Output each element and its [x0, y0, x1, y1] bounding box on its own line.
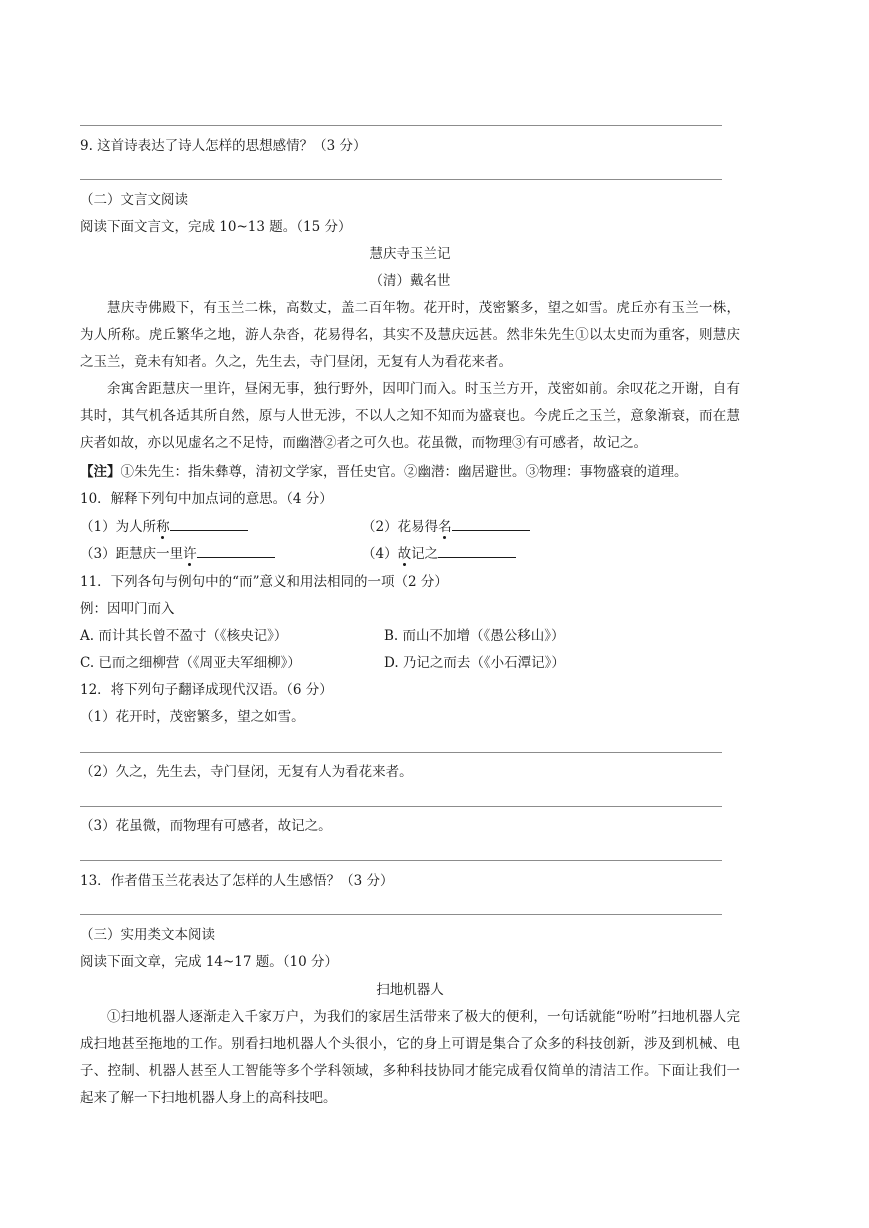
dotted-char: 名 [438, 519, 452, 535]
section-instruction: 阅读下面文言文，完成 10~13 题。（15 分） [80, 219, 352, 235]
question-10: 10．解释下列句中加点词的意思。（4 分） [80, 491, 333, 507]
translate-sentence: （3）花虽微，而物理有可感者，故记之。 [80, 818, 332, 834]
answer-line [80, 860, 722, 861]
option-d[interactable]: D. 乃记之而去（《小石潭记》） [384, 655, 565, 671]
passage-title: 慧庆寺玉兰记 [369, 246, 451, 262]
translate-sentence: （1）花开时，茂密繁多，望之如雪。 [80, 709, 305, 725]
section-heading: （二）文言文阅读 [80, 192, 188, 208]
answer-blank[interactable] [197, 543, 275, 558]
question-item: （1）为人所称 [80, 516, 248, 537]
dotted-char: 故 [397, 546, 412, 562]
example-sentence: 例：因叩门而入 [80, 601, 175, 617]
question-item: （3）距慧庆一里许 [80, 543, 275, 564]
dotted-char: 许 [183, 546, 197, 562]
passage-body [80, 1004, 740, 1112]
answer-line [80, 125, 722, 126]
passage-title: 扫地机器人 [376, 982, 444, 998]
option-a[interactable]: A. 而计其长曾不盈寸（《核央记》） [80, 628, 288, 644]
answer-blank[interactable] [170, 516, 248, 531]
passage-body [80, 295, 740, 457]
answer-line [80, 914, 722, 915]
annotation-text: ①朱先生：指朱彝尊，清初文学家，晋任史官。②幽潜：幽居避世。③物理：事物盛衰的道理。 [120, 464, 688, 480]
answer-blank[interactable] [452, 516, 530, 531]
answer-line [80, 752, 722, 753]
section-instruction: 阅读下面文章，完成 14~17 题。（10 分） [80, 954, 338, 970]
dotted-char: 称 [156, 519, 170, 535]
question-item: （2）花易得名 [362, 516, 530, 537]
question-12: 12．将下列句子翻译成现代汉语。（6 分） [80, 682, 333, 698]
question-13: 13．作者借玉兰花表达了怎样的人生感悟？（3 分） [80, 873, 394, 889]
option-c[interactable]: C. 已而之细柳营（《周亚夫军细柳》） [80, 655, 301, 671]
question-item: （4）故记之 [362, 543, 516, 564]
answer-blank[interactable] [438, 543, 516, 558]
passage-author: （清）戴名世 [369, 273, 451, 289]
passage-paragraph: 余寓舍距慧庆一里许，昼闲无事，独行野外，因叩门而入。时玉兰方开，茂密如前。余叹花之开谢，自有其时，其气机各适其所自然，原与人世无涉，不以人之知不知而为盛衰也。今虎丘之玉兰，意象渐衰，而在慧庆者如故，亦以见虚名之不足恃，而幽潜②者之可久也。花虽微，而物理③有可感者，故记之。 [80, 381, 740, 451]
question-9: 9. 这首诗表达了诗人怎样的思想感情？（3 分） [80, 138, 367, 154]
question-11: 11．下列各句与例句中的“而”意义和用法相同的一项（2 分） [80, 574, 448, 590]
annotation [80, 462, 688, 482]
section-heading: （三）实用类文本阅读 [80, 927, 215, 943]
annotation-label: 【注】 [80, 464, 121, 480]
translate-sentence: （2）久之，先生去，寺门昼闭，无复有人为看花来者。 [80, 764, 413, 780]
answer-line [80, 806, 722, 807]
passage-paragraph: 慧庆寺佛殿下，有玉兰二株，高数丈，盖二百年物。花开时，茂密繁多，望之如雪。虎丘亦有玉兰一株，为人所称。虎丘繁华之地，游人杂沓，花易得名，其实不及慧庆远甚。然非朱先生①以太史而为重客，则慧庆之玉兰，竟未有知者。久之，先生去，寺门昼闭，无复有人为看花来者。 [80, 300, 740, 370]
option-b[interactable]: B. 而山不加增（《愚公移山》） [384, 628, 565, 644]
passage-paragraph: ①扫地机器人逐渐走入千家万户，为我们的家居生活带来了极大的便利，一句话就能“吩咐”扫地机器人完成扫地甚至拖地的工作。别看扫地机器人个头很小，它的身上可谓是集合了众多的科技创新，涉及到机械、电子、控制、机器人甚至人工智能等多个学科领域，多种科技协同才能完成看仅简单的清洁工作。下面让我们一起来了解一下扫地机器人身上的高科技吧。 [80, 1009, 740, 1106]
answer-line [80, 179, 722, 180]
